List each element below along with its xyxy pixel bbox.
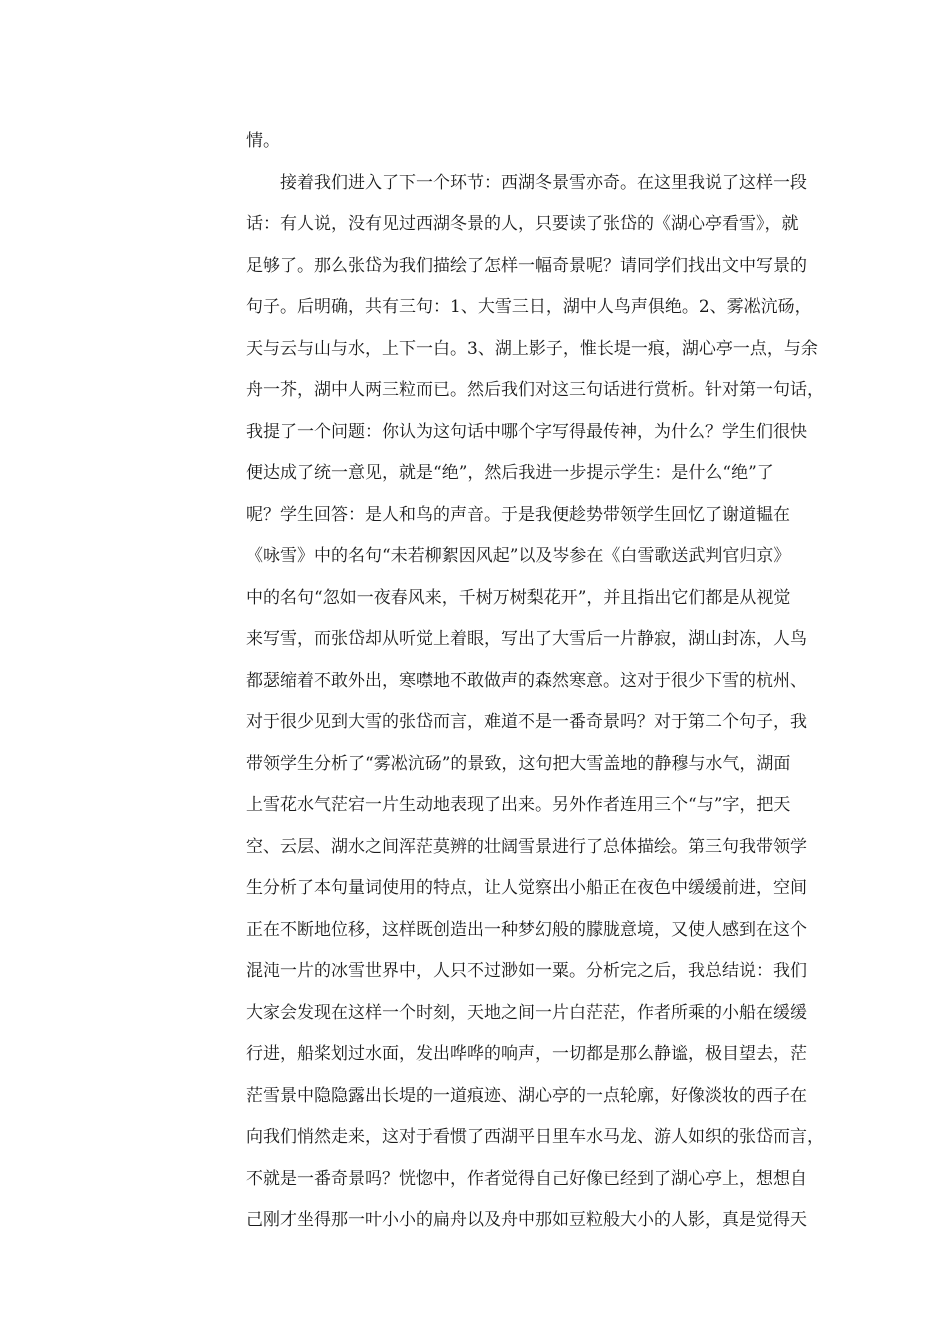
text-line: 带领学生分析了“雾凇沆砀”的景致，这句把大雪盖地的静穆与水气，湖面 bbox=[246, 753, 791, 774]
text-line: 混沌一片的冰雪世界中，人只不过渺如一粟。分析完之后，我总结说：我们 bbox=[246, 961, 807, 981]
text-line: 都瑟缩着不敢外出，寒噤地不敢做声的森然寒意。这对于很少下雪的杭州、 bbox=[246, 670, 807, 691]
paragraph-first-line: 接着我们进入了下一个环节：西湖冬景雪亦奇。在这里我说了这样一段 bbox=[280, 172, 807, 193]
text-line: 呢？学生回答：是人和鸟的声音。于是我便趁势带领学生回忆了谢道韫在 bbox=[246, 504, 790, 525]
text-line: 便达成了统一意见，就是“绝”，然后我进一步提示学生：是什么“绝”了 bbox=[246, 463, 774, 483]
text-line: 来写雪，而张岱却从听觉上着眼，写出了大雪后一片静寂，湖山封冻，人鸟 bbox=[246, 629, 807, 649]
text-line: 茫雪景中隐隐露出长堤的一道痕迹、湖心亭的一点轮廓，好像淡妆的西子在 bbox=[246, 1085, 807, 1106]
text-line: 我提了一个问题：你认为这句话中哪个字写得最传神，为什么？学生们很快 bbox=[246, 421, 807, 442]
text-line: 行进，船桨划过水面，发出哗哗的响声，一切都是那么静谧，极目望去，茫 bbox=[246, 1044, 807, 1064]
text-line: 足够了。那么张岱为我们描绘了怎样一幅奇景呢？请同学们找出文中写景的 bbox=[246, 255, 807, 276]
text-line: 不就是一番奇景吗？恍惚中，作者觉得自己好像已经到了湖心亭上，想想自 bbox=[246, 1168, 807, 1189]
text-line: 己刚才坐得那一叶小小的扁舟以及舟中那如豆粒般大小的人影，真是觉得天 bbox=[246, 1210, 807, 1230]
text-line: 空、云层、湖水之间浑茫莫辨的壮阔雪景进行了总体描绘。第三句我带领学 bbox=[246, 836, 807, 857]
text-line: 话：有人说，没有见过西湖冬景的人，只要读了张岱的《湖心亭看雪》，就 bbox=[246, 214, 799, 234]
text-line: 对于很少见到大雪的张岱而言，难道不是一番奇景吗？对于第二个句子，我 bbox=[246, 712, 807, 732]
text-line: 生分析了本句量词使用的特点，让人觉察出小船正在夜色中缓缓前进，空间 bbox=[246, 878, 807, 898]
text-line: 《咏雪》中的名句“未若柳絮因风起”以及岑参在《白雪歌送武判官归京》 bbox=[246, 546, 791, 566]
body-text bbox=[246, 121, 824, 1242]
text-line: 正在不断地位移，这样既创造出一种梦幻般的朦胧意境，又使人感到在这个 bbox=[246, 919, 807, 940]
text-line: 情。 bbox=[246, 131, 280, 151]
text-line: 上雪花水气茫宕一片生动地表现了出来。另外作者连用三个“与”字，把天 bbox=[246, 795, 791, 815]
text-line: 中的名句“忽如一夜春风来，千树万树梨花开”，并且指出它们都是从视觉 bbox=[246, 587, 791, 608]
text-line: 天与云与山与水，上下一白。3、湖上影子，惟长堤一痕，湖心亭一点，与余 bbox=[246, 338, 818, 359]
text-line: 大家会发现在这样一个时刻，天地之间一片白茫茫，作者所乘的小船在缓缓 bbox=[246, 1002, 807, 1023]
text-line: 句子。后明确，共有三句：1、大雪三日，湖中人鸟声俱绝。2、雾凇沆砀， bbox=[246, 297, 812, 317]
text-line: 向我们悄然走来，这对于看惯了西湖平日里车水马龙、游人如织的张岱而言， bbox=[246, 1127, 824, 1147]
text-line: 舟一芥，湖中人两三粒而已。然后我们对这三句话进行赏析。针对第一句话， bbox=[246, 380, 824, 400]
